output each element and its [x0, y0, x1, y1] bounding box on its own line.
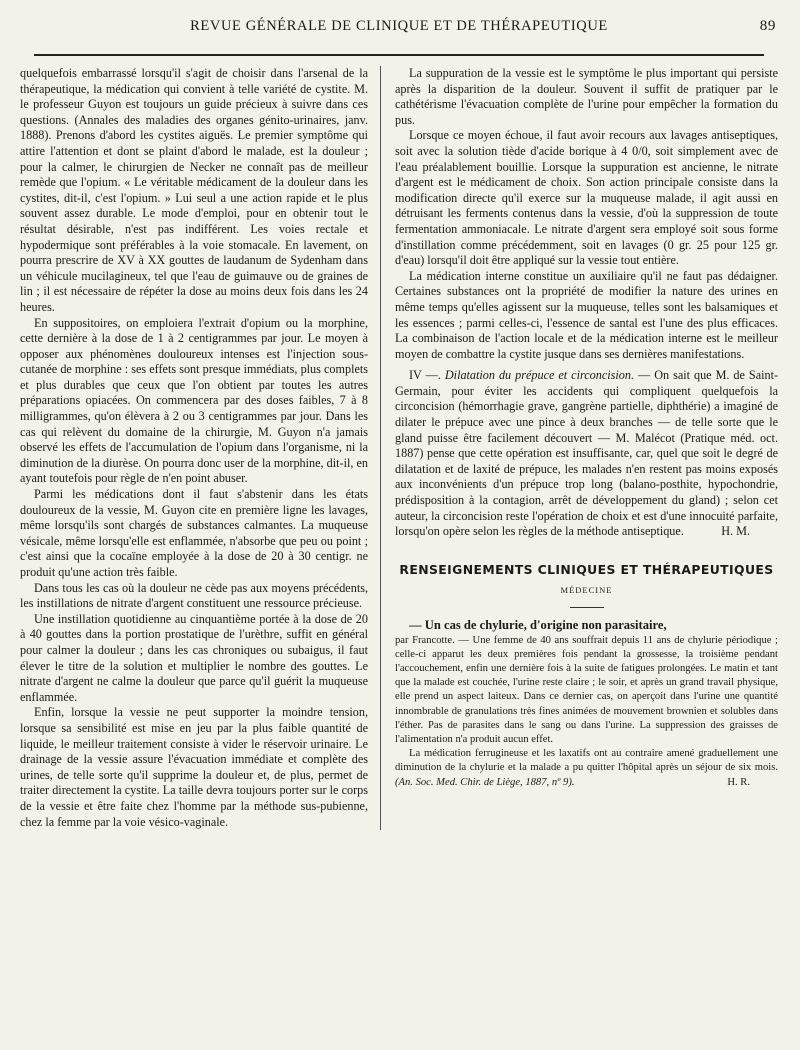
section-iv-number: IV —.: [409, 368, 441, 383]
section-heading: RENSEIGNEMENTS CLINIQUES ET THÉRAPEUTIQUES: [399, 561, 774, 577]
left-column: [20, 66, 380, 830]
section-iv-title: Dilatation du prépuce et circoncision.: [444, 368, 635, 383]
section-iv-body: — On sait que M. de Saint-Germain, pour éviter les accidents qui compliquent quelquefois la circoncision (hémorrhagie grave, gangrène partielle, diphthérie) a imaginé de dilater le prépuce avec une pince à deux branches — de telle sorte que le gland puisse être facilement découvert — M. Malécot (Pratique méd. oct. 1887) pense que cette opération est insuffisante, car, quel que soit le degré de dilatation et de laxité de prépuce, les malades n'en restent pas moins exposés aux inconvénients d'un prépuce trop long (balano-posthite, hypochondrie, prédisposition à la contagion, arrêt de développement du gland) ; selon cet auteur, la circoncision reste l'opération de choix et est d'une innocuité parfaite, lorsqu'on opère selon les règles de la méthode antiseptique.: [395, 368, 779, 539]
paragraph: Parmi les médications dont il faut s'abstenir dans les états douloureux de la vessie, M. Guyon cite en première ligne les lavages, même lorsqu'ils sont chargés de substances calmantes. La muqueuse vésicale, même lorsqu'elle est enflammée, n'absorbe que peu ou point ; c'est ainsi que la cocaïne employée à la dose de 20 à 30 centigr. ne produit qu'une action très faible.: [20, 487, 368, 579]
case-text: [395, 634, 778, 748]
page-number: 89: [759, 18, 776, 34]
paragraph: La médication interne constitue un auxiliaire qu'il ne faut pas dédaigner. Certaines substances ont la propriété de modifier la nature des urines en même temps qu'elles agissent sur la muqueuse, telles sont les balsamiques et les essences ; parmi celles-ci, l'essence de santal est l'une des plus efficaces. La combinaison de l'action locale et de la médication interne est le meilleur moyen de combattre la cystite jusque dans ses dernières manifestations.: [395, 268, 778, 361]
paragraph: La suppuration de la vessie est le symptôme le plus important qui persiste après la disparition de la douleur. Souvent il suffit de pratiquer par le cathétérisme l'évacuation complète de l'urine pour empêcher la formation du pus.: [395, 66, 778, 127]
signature: H. R.: [727, 776, 750, 788]
case-text-2: [395, 747, 778, 790]
section-subheading: MÉDECINE: [560, 585, 613, 596]
paragraph: Enfin, lorsque la vessie ne peut supporter la moindre tension, lorsque sa sensibilité est mise en jeu par la plus faible quantité de liquide, le meilleur traitement consiste à vider le réservoir urinaire. Le drainage de la vessie assure l'évacuation immédiate et complète des urines, de telle sorte qu'il supprime la douleur et, de plus, permet de traiter directement la cystite. La taille devra toujours porter sur le corps de la vessie et être faite chez l'homme par la méthode sus-pubienne, chez la femme par la voie vésico-vaginale.: [20, 705, 368, 829]
section-iv: [395, 368, 778, 540]
case-body-2: La médication ferrugineuse et les laxatifs ont au contraire amené graduellement une diminution de la chylurie et la malade a pu quitter l'hôpital après un séjour de six mois.: [395, 748, 778, 774]
right-column: [380, 66, 778, 830]
running-head: [20, 18, 778, 40]
case-author: par Francotte.: [395, 634, 455, 646]
signature: H. M.: [721, 524, 750, 539]
case-body: — Une femme de 40 ans souffrait depuis 11 ans de chylurie périodique ; celle-ci apparut les deux premières fois pendant la grossesse, la troisième pendant l'accouchement, enfin une dernière fois à la suite de fatigues prolongées. Le matin et tant que la malade est couchée, l'urine reste claire ; le soir, et après un grand travail physique, elle prend un aspect laiteux. Dans ce dernier cas, on aperçoit dans l'urine une quantité innombrable de granulations très fines animées de mouvement brownien et solubles dans l'éther. Pas de parasites dans le sang ou dans l'urine. La suppression des graisses de l'alimentation n'a produit aucun effet.: [395, 634, 778, 746]
case-title: — Un cas de chylurie, d'origine non parasitaire,: [409, 618, 667, 632]
paragraph: Une instillation quotidienne au cinquantième portée à la dose de 20 à 40 gouttes dans la portion prostatique de l'urèthre, suffit en général pour calmer la douleur ; dans les cas chroniques ou subaigus, il faut élever le titre de la solution et multiplier le nombre des gouttes. Le nitrate d'argent ne calme la douleur que parce qu'il guérit la muqueuse enflammée.: [20, 611, 368, 704]
citation: (An. Soc. Med. Chir. de Liège, 1887, nº 9).: [395, 776, 575, 788]
short-rule: [570, 607, 604, 608]
two-column-body: [20, 66, 778, 830]
header-rule: [34, 54, 764, 56]
running-title: REVUE GÉNÉRALE DE CLINIQUE ET DE THÉRAPEUTIQUE: [190, 18, 608, 34]
paragraph: quelquefois embarrassé lorsqu'il s'agit de choisir dans l'arsenal de la thérapeutique, la médication qui convient à telle variété de cystite. M. le professeur Guyon est toujours un guide précieux à suivre dans ces questions. (Annales des maladies des organes génito-urinaires, janv. 1888). Prenons d'abord les cystites aiguës. Le premier symptôme qui attire l'attention et dont se plaint d'abord le malade, est la douleur ; pour la calmer, le chirurgien de Necker ne connaît pas de meilleur remède que l'opium. « Le véritable médicament de la douleur dans les cystites, dit-il, c'est l'opium. » Lui seul a une action rapide et le plus souvent assez durable. Le mode d'emploi, pour en obtenir tout le résultat désirable, n'est pas indifférent. Les voies rectale et hypodermique sont préférables à la voie stomacale. En lavement, on pourra prescrire de XV à XX gouttes de laudanum de Sydenham dans un véhicule mucilagineux, tel que l'eau de guimauve ou de graines de lin ; il est nécessaire de répéter la dose au moins deux fois dans les 24 heures.: [20, 66, 368, 314]
paragraph: En suppositoires, on emploiera l'extrait d'opium ou la morphine, cette dernière à la dose de 1 à 2 centigrammes par jour. Le moyen à opposer aux phénomènes douloureux intenses est l'injection sous-cutanée de morphine : ses effets sont presque immédiats, plus complets et plus durables que ceux que l'on obtient par toutes les autres préparations opiacées. On commencera par des doses faibles, 7 à 8 milligrammes, qu'on élèvera à 2 ou 3 centigrammes par jour. Dans les cas qui relèvent du domaine de la chirurgie, M. Guyon n'a jamais observé les effets de l'accumulation de l'opium dans l'organisme, ni la diminution de la diurèse. On pourra donc user de la morphine, dit-il, en ayant toutefois pour règle de n'en point abuser.: [20, 315, 368, 486]
paragraph: Lorsque ce moyen échoue, il faut avoir recours aux lavages antiseptiques, soit avec la solution tiède d'acide borique à 4 0/0, soit simplement avec de l'eau préalablement bouillie. Lorsque la suppuration est ancienne, le nitrate d'argent est le médicament de choix. Son action principale consiste dans la modification directe qu'il exerce sur la muqueuse malade, il agit aussi en détruisant les ferments contenus dans la vessie, d'où la suppression de toute fermentation ammoniacale. Le nitrate d'argent sera employé soit sous forme d'instillation comme précédemment, soit en lavages (0 gr. 25 pour 125 gr. d'eau) lorsqu'il doit être appliqué sur la vessie tout entière.: [395, 128, 778, 268]
paragraph: Dans tous les cas où la douleur ne cède pas aux moyens précédents, les instillations de nitrate d'argent constituent une ressource précieuse.: [20, 580, 368, 611]
